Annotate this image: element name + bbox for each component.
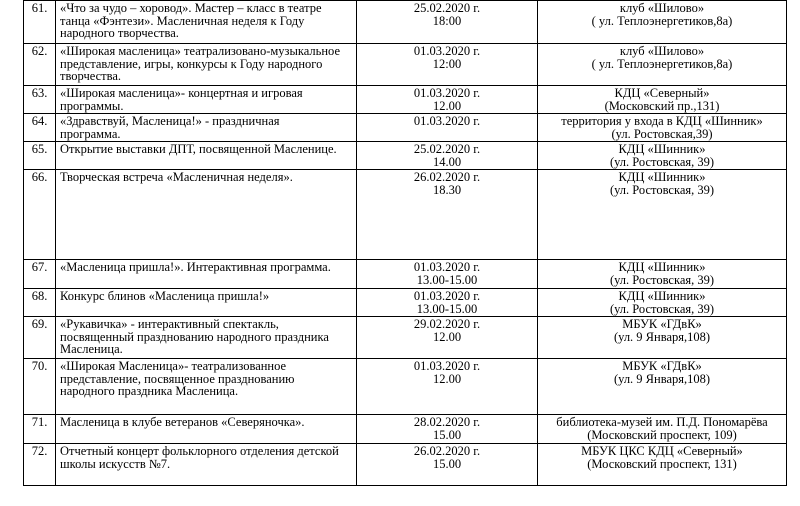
event-date: 29.02.2020 г. 12.00 bbox=[357, 317, 538, 359]
table-row bbox=[24, 114, 787, 142]
event-place: КДЦ «Шинник» (ул. Ростовская, 39) bbox=[538, 289, 787, 317]
event-place: МБУК «ГДвК» (ул. 9 Января,108) bbox=[538, 359, 787, 415]
row-number: 69. bbox=[24, 317, 56, 359]
event-title: «Рукавичка» - интерактивный спектакль, посвященный празднованию народного праздника Масленица. bbox=[56, 317, 357, 359]
event-title: Открытие выставки ДПТ, посвященной Масленице. bbox=[56, 142, 357, 170]
event-place: клуб «Шилово» ( ул. Теплоэнергетиков,8а) bbox=[538, 44, 787, 86]
event-title: «Здравствуй, Масленица!» - праздничная программа. bbox=[56, 114, 357, 142]
document-page bbox=[23, 0, 786, 486]
table-row bbox=[24, 1, 787, 44]
events-table bbox=[23, 0, 787, 486]
event-date: 01.03.2020 г. 12:00 bbox=[357, 44, 538, 86]
table-row bbox=[24, 142, 787, 170]
event-title: «Широкая масленица» театрализовано-музыкальное представление, игры, конкурсы к Году народного творчества. bbox=[56, 44, 357, 86]
event-place: КДЦ «Северный» (Московский пр.,131) bbox=[538, 86, 787, 114]
event-date: 26.02.2020 г. 15.00 bbox=[357, 444, 538, 486]
table-row bbox=[24, 289, 787, 317]
row-number: 71. bbox=[24, 415, 56, 444]
event-date: 01.03.2020 г. 13.00-15.00 bbox=[357, 289, 538, 317]
event-place: библиотека-музей им. П.Д. Пономарёва (Московский проспект, 109) bbox=[538, 415, 787, 444]
row-number: 67. bbox=[24, 260, 56, 289]
event-title: Творческая встреча «Масленичная неделя». bbox=[56, 170, 357, 260]
event-place: МБУК ЦКС КДЦ «Северный» (Московский проспект, 131) bbox=[538, 444, 787, 486]
event-place: территория у входа в КДЦ «Шинник» (ул. Ростовская,39) bbox=[538, 114, 787, 142]
event-title: Масленица в клубе ветеранов «Северяночка». bbox=[56, 415, 357, 444]
event-date: 01.03.2020 г. 12.00 bbox=[357, 86, 538, 114]
event-place: КДЦ «Шинник» (ул. Ростовская, 39) bbox=[538, 142, 787, 170]
event-place: КДЦ «Шинник» (ул. Ростовская, 39) bbox=[538, 260, 787, 289]
row-number: 64. bbox=[24, 114, 56, 142]
event-title: «Что за чудо – хоровод». Мастер – класс в театре танца «Фэнтези». Масленичная неделя к Году народного творчества. bbox=[56, 1, 357, 44]
event-title: «Широкая масленица»- концертная и игровая программы. bbox=[56, 86, 357, 114]
event-date: 26.02.2020 г. 18.30 bbox=[357, 170, 538, 260]
row-number: 66. bbox=[24, 170, 56, 260]
event-place: МБУК «ГДвК» (ул. 9 Января,108) bbox=[538, 317, 787, 359]
row-number: 70. bbox=[24, 359, 56, 415]
event-date: 25.02.2020 г. 18:00 bbox=[357, 1, 538, 44]
row-number: 63. bbox=[24, 86, 56, 114]
table-row bbox=[24, 359, 787, 415]
table-row bbox=[24, 260, 787, 289]
event-title: «Масленица пришла!». Интерактивная программа. bbox=[56, 260, 357, 289]
event-date: 01.03.2020 г. 12.00 bbox=[357, 359, 538, 415]
event-place: клуб «Шилово» ( ул. Теплоэнергетиков,8а) bbox=[538, 1, 787, 44]
table-row bbox=[24, 86, 787, 114]
event-title: Конкурс блинов «Масленица пришла!» bbox=[56, 289, 357, 317]
table-row bbox=[24, 444, 787, 486]
event-title: «Широкая Масленица»- театрализованное представление, посвященное празднованию народного праздника Масленица. bbox=[56, 359, 357, 415]
row-number: 62. bbox=[24, 44, 56, 86]
event-date: 28.02.2020 г. 15.00 bbox=[357, 415, 538, 444]
table-row bbox=[24, 317, 787, 359]
event-date: 25.02.2020 г. 14.00 bbox=[357, 142, 538, 170]
row-number: 72. bbox=[24, 444, 56, 486]
row-number: 65. bbox=[24, 142, 56, 170]
row-number: 61. bbox=[24, 1, 56, 44]
event-place: КДЦ «Шинник» (ул. Ростовская, 39) bbox=[538, 170, 787, 260]
event-date: 01.03.2020 г. bbox=[357, 114, 538, 142]
event-date: 01.03.2020 г. 13.00-15.00 bbox=[357, 260, 538, 289]
event-title: Отчетный концерт фольклорного отделения детской школы искусств №7. bbox=[56, 444, 357, 486]
row-number: 68. bbox=[24, 289, 56, 317]
table-row bbox=[24, 170, 787, 260]
table-row bbox=[24, 415, 787, 444]
table-row bbox=[24, 44, 787, 86]
